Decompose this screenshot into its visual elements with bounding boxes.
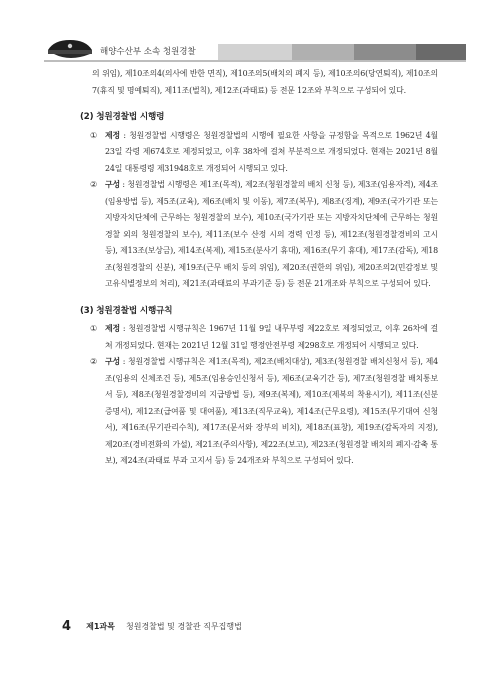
chapter-label: 제1과목 — [86, 622, 115, 631]
header-bar-segment — [218, 44, 292, 60]
item-keyword: 구성 — [105, 357, 120, 366]
footer-title: 청원경찰법 및 경찰관 직무집행법 — [126, 622, 242, 631]
section-heading-enforcement-decree: (2) 청원경찰법 시행령 — [80, 112, 165, 122]
header-gradient-bar — [218, 44, 466, 60]
item-text: : 청원경찰법 시행령은 제1조(목적), 제2조(청원경찰의 배치 신청 등), 제3조(임용자격), 제4조(임용방법 등), 제5조(교육), 제6조(배치 및 이동), 제7조(복무), 제8조(징계), 제9조(국가기관 또는 지방자치단체에 근무하는 청원경찰의 보수), 제10조(국가기관 또는 지방자치단체에 근무하는 청원경찰 외의 청원경찰의 보수), 제11조(보수 산정 시의 경력 인정 등), 제12조(청원경찰경비의 고시 등), 제13조(보상금), 제14조(복제), 제15조(분사기 휴대), 제16조(무기 휴대), 제17조(감독), 제18조(청원경찰의 신분), 제19조(근무 배치 등의 위임), 제20조(권한의 위임), 제20조의2(민감정보 및 고유식별정보의 처리), 제21조(과태료의 부과기준 등) 등 전문 21개조와 부칙으로 구성되어 있다. — [105, 180, 438, 288]
item-text: : 청원경찰법 시행규칙은 1967년 11월 9일 내무부령 제22호로 제정되었고, 이후 26차에 걸쳐 개정되었다. 현재는 2021년 12월 31일 행정안전부령 제298호로 개정되어 시행되고 있다. — [105, 324, 438, 350]
item-text: : 청원경찰법 시행규칙은 제1조(목적), 제2조(배치대상), 제3조(청원경찰 배치신청서 등), 제4조(임용의 신체조건 등), 제5조(임용승인신청서 등), 제6조(교육기간 등), 제7조(청원경찰 배치통보서 등), 제8조(청원경찰경비의 지급방법 등), 제9조(복제), 제10조(제복의 착용시기), 제11조(신분증명서), 제12조(급여품 및 대여품), 제13조(직무교육), 제14조(근무요령), 제15조(무기대여 신청서), 제16조(무기관리수칙), 제17조(문서와 장부의 비치), 제18조(표창), 제19조(감독자의 지정), 제20조(경비전화의 가설), 제21조(주의사항), 제22조(보고), 제23조(청원경찰 배치의 폐지·감축 통보), 제24조(과태료 부과 고지서 등) 등 24개조와 부칙으로 구성되어 있다. — [105, 357, 438, 465]
list-item — [86, 354, 438, 470]
item-number: ② — [90, 180, 97, 189]
section-heading-enforcement-rules: (3) 청원경찰법 시행규칙 — [80, 305, 173, 316]
page-footer — [62, 616, 242, 638]
page-body — [80, 66, 438, 470]
header-rule — [44, 60, 466, 62]
item-number: ② — [90, 357, 97, 366]
item-keyword: 제정 — [105, 324, 120, 333]
continued-paragraph: 의 위임), 제10조의4(의사에 반한 면직), 제10조의5(배치의 폐지 등), 제10조의6(당연퇴직), 제10조의7(휴직 및 명예퇴직), 제11조(벌칙), 제12조(과태료) 등 전문 12조와 부칙으로 구성되어 있다. — [92, 69, 438, 95]
item-text: : 청원경찰법 시행령은 청원경찰법의 시행에 필요한 사항을 규정함을 목적으로 1962년 4월 23일 각령 제674호로 제정되었고, 이후 38차에 걸쳐 부분적으로 개정되었다. 현재는 2021년 8월 24일 대통령령 제31948호로 개정되어 시행되고 있다. — [105, 130, 438, 173]
item-number: ① — [90, 324, 97, 333]
item-number: ① — [90, 130, 97, 140]
header-bar-segment — [354, 44, 416, 60]
list-item — [86, 128, 438, 178]
list-item — [86, 321, 438, 354]
list-item — [86, 177, 438, 293]
page-number: 4 — [62, 619, 72, 634]
police-cap-icon — [44, 38, 96, 60]
header-bar-segment — [292, 44, 354, 60]
header-label: 해양수산부 소속 청원경찰 — [100, 47, 196, 57]
item-keyword: 구성 — [105, 180, 120, 189]
item-keyword: 제정 — [105, 130, 120, 140]
header-bar-segment — [416, 44, 466, 60]
